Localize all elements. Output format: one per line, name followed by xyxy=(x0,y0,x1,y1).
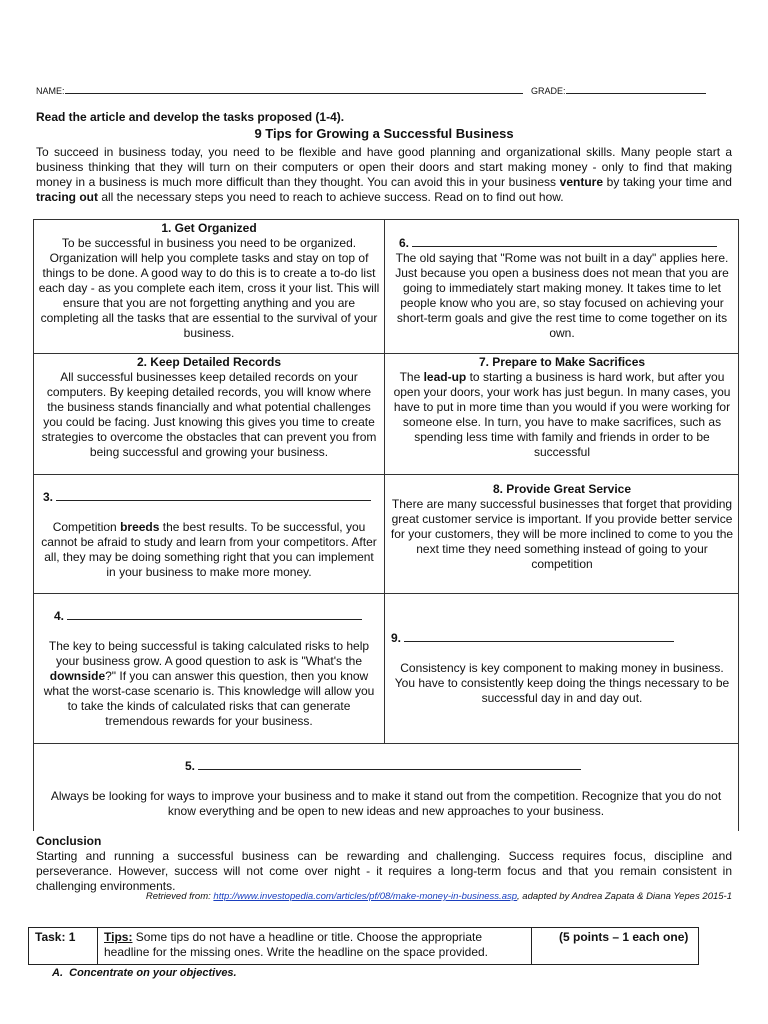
tip-2 xyxy=(38,355,380,460)
tip-7-text-1: The xyxy=(399,370,424,384)
tip-3-text-1: Competition xyxy=(52,520,121,534)
table-divider-1 xyxy=(33,353,739,354)
tip-6-blank[interactable] xyxy=(412,235,717,247)
tip-4-text-1: The key to being successful is taking calculated risks to help your business grow. A good question to ask is "What's the xyxy=(48,639,370,668)
intro-bold-venture: venture xyxy=(559,175,604,189)
tip-3-heading-line xyxy=(38,489,380,505)
tip-7-heading: 7. Prepare to Make Sacrifices xyxy=(478,355,646,369)
source-prefix: Retrieved from: xyxy=(145,891,214,902)
intro-text-1: To succeed in business today, you need to be flexible and have good planning and organizational skills. Many people start a business thinking that they will turn on their computers or open their doors and start making money - only to find that making money in a business is much more difficult than they thought. You can avoid this in your business xyxy=(36,145,732,189)
tip-1-heading: 1. Get Organized xyxy=(161,221,257,235)
option-a-letter: A. xyxy=(52,967,63,979)
task-points: (5 points – 1 each one) xyxy=(559,930,689,944)
task-tips-text: Some tips do not have a headline or title. Choose the appropriate headline for the missing ones. Write the headline on the space provided. xyxy=(104,930,489,959)
table-border-right xyxy=(738,219,739,831)
task-table xyxy=(28,927,699,965)
table-border-top xyxy=(33,219,739,220)
tip-6-body: The old saying that "Rome was not built in a day" applies here. Just because you open a business does not mean that you are going to immediately start making money. It takes time to let people know who you are, so stay focused on achieving your short-term goals and give the rest time to come together on its own. xyxy=(395,251,729,340)
task-table-divider-1 xyxy=(97,928,98,964)
tip-8-heading: 8. Provide Great Service xyxy=(492,482,632,496)
table-divider-2 xyxy=(33,474,739,475)
table-column-divider xyxy=(384,219,385,743)
tip-4-body xyxy=(38,639,380,729)
tip-9-body: Consistency is key component to making money in business. You have to consistently keep doing the things necessary to be successful day in and day out. xyxy=(394,661,730,705)
source-link[interactable]: http://www.investopedia.com/articles/pf/08/make-money-in-business.asp xyxy=(213,891,518,902)
tip-4-text-2: ?" If you can answer this question, then you know what the worst-case scenario is. This knowledge will allow you to take the kinds of calculated risks that can generate tremendous rewards for your business. xyxy=(43,669,375,728)
tip-7 xyxy=(390,355,734,460)
tip-9 xyxy=(390,630,734,706)
tip-5 xyxy=(38,758,734,819)
tip-4-number: 4. xyxy=(54,609,65,623)
grade-label: GRADE: xyxy=(531,86,566,96)
grade-field xyxy=(531,84,706,96)
tip-5-blank[interactable] xyxy=(198,758,581,770)
name-field xyxy=(36,84,523,96)
name-blank[interactable] xyxy=(65,84,523,94)
tip-9-blank[interactable] xyxy=(404,630,674,642)
conclusion-body: Starting and running a successful business can be rewarding and challenging. Success requires focus, discipline and perseverance. However, success will not come over night - it requires a long-term focus and that you remain consistent in challenging environments. xyxy=(36,849,732,893)
source-citation xyxy=(0,891,732,902)
table-divider-4 xyxy=(33,743,739,744)
tip-7-text-2: to starting a business is hard work, but after you open your doors, your work has just begun. In many cases, you have to put in more time than you would if you were working for someone else. In turn, you have to make sacrifices, such as spending less time with family and friends in order to be successful xyxy=(393,370,731,459)
tip-3-body xyxy=(38,520,380,580)
tip-7-bold-lead-up: lead-up xyxy=(423,370,467,384)
tip-7-body xyxy=(390,370,734,460)
page-title: 9 Tips for Growing a Successful Business xyxy=(254,126,514,141)
tip-9-heading-line xyxy=(390,630,734,646)
tip-3-number: 3. xyxy=(43,490,54,504)
tip-6 xyxy=(390,235,734,341)
tip-3-blank[interactable] xyxy=(56,489,371,501)
task-table-divider-2 xyxy=(531,928,532,964)
table-border-left xyxy=(33,219,34,831)
tip-4-blank[interactable] xyxy=(67,608,362,620)
tip-4-heading-line xyxy=(38,608,380,624)
tip-1 xyxy=(38,221,380,341)
tip-8-body: There are many successful businesses that forget that providing great customer service is important. If you provide better service for your customers, they will be more inclined to come to you the next time they need something instead of going to your competition xyxy=(390,497,734,571)
source-suffix: , adapted by Andrea Zapata & Diana Yepes 2015-1 xyxy=(517,891,732,902)
instruction: Read the article and develop the tasks proposed (1-4). xyxy=(36,110,345,124)
task-tips-label: Tips: xyxy=(104,930,133,944)
tip-3-bold-breeds: breeds xyxy=(120,520,160,534)
conclusion-heading: Conclusion xyxy=(36,834,102,848)
intro-text-2: by taking your time and xyxy=(603,175,732,189)
task-label: Task: 1 xyxy=(35,930,76,944)
option-a-text: Concentrate on your objectives. xyxy=(69,967,237,979)
tip-4 xyxy=(38,608,380,729)
tip-5-body: Always be looking for ways to improve your business and to make it stand out from the competition. Recognize that you do not know everything and be open to new ideas and new approaches to your business. xyxy=(50,789,722,818)
tip-5-number: 5. xyxy=(185,759,196,773)
option-a[interactable] xyxy=(52,967,237,979)
tip-9-number: 9. xyxy=(391,631,402,645)
tip-5-heading-line xyxy=(38,758,734,774)
intro-text-3: all the necessary steps you need to reach to achieve success. Read on to find out how. xyxy=(98,190,564,204)
tip-2-body: All successful businesses keep detailed records on your computers. By keeping detailed records, you will know where the business stands financially and what potential challenges you could be facing. Just knowing this gives you time to create strategies to overcome the obstacles that can prevent you from being successful and growing your business. xyxy=(41,370,377,459)
tip-8 xyxy=(390,482,734,572)
intro-paragraph xyxy=(36,145,732,205)
tip-3-text-2: the best results. To be successful, you cannot be afraid to study and learn from your competitors. After all, they may be doing something right that you can implement in your business to make more money. xyxy=(41,520,377,579)
tip-1-body: To be successful in business you need to be organized. Organization will help you complete tasks and stay on top of things to be done. A good way to do this is to create a to-do list each day - as you complete each item, cross it your list. This will ensure that you are not forgetting anything and you are completing all the tasks that are essential to the survival of your business. xyxy=(38,236,380,340)
table-divider-3 xyxy=(33,593,739,594)
tip-2-heading: 2. Keep Detailed Records xyxy=(136,355,282,369)
tip-6-heading-line xyxy=(390,235,734,251)
tip-3 xyxy=(38,489,380,580)
intro-bold-tracing-out: tracing out xyxy=(36,190,98,204)
grade-blank[interactable] xyxy=(566,84,706,94)
task-tips xyxy=(104,930,526,960)
tip-4-bold-downside: downside xyxy=(49,669,106,683)
tip-6-number: 6. xyxy=(399,236,410,250)
name-label: NAME: xyxy=(36,86,65,96)
